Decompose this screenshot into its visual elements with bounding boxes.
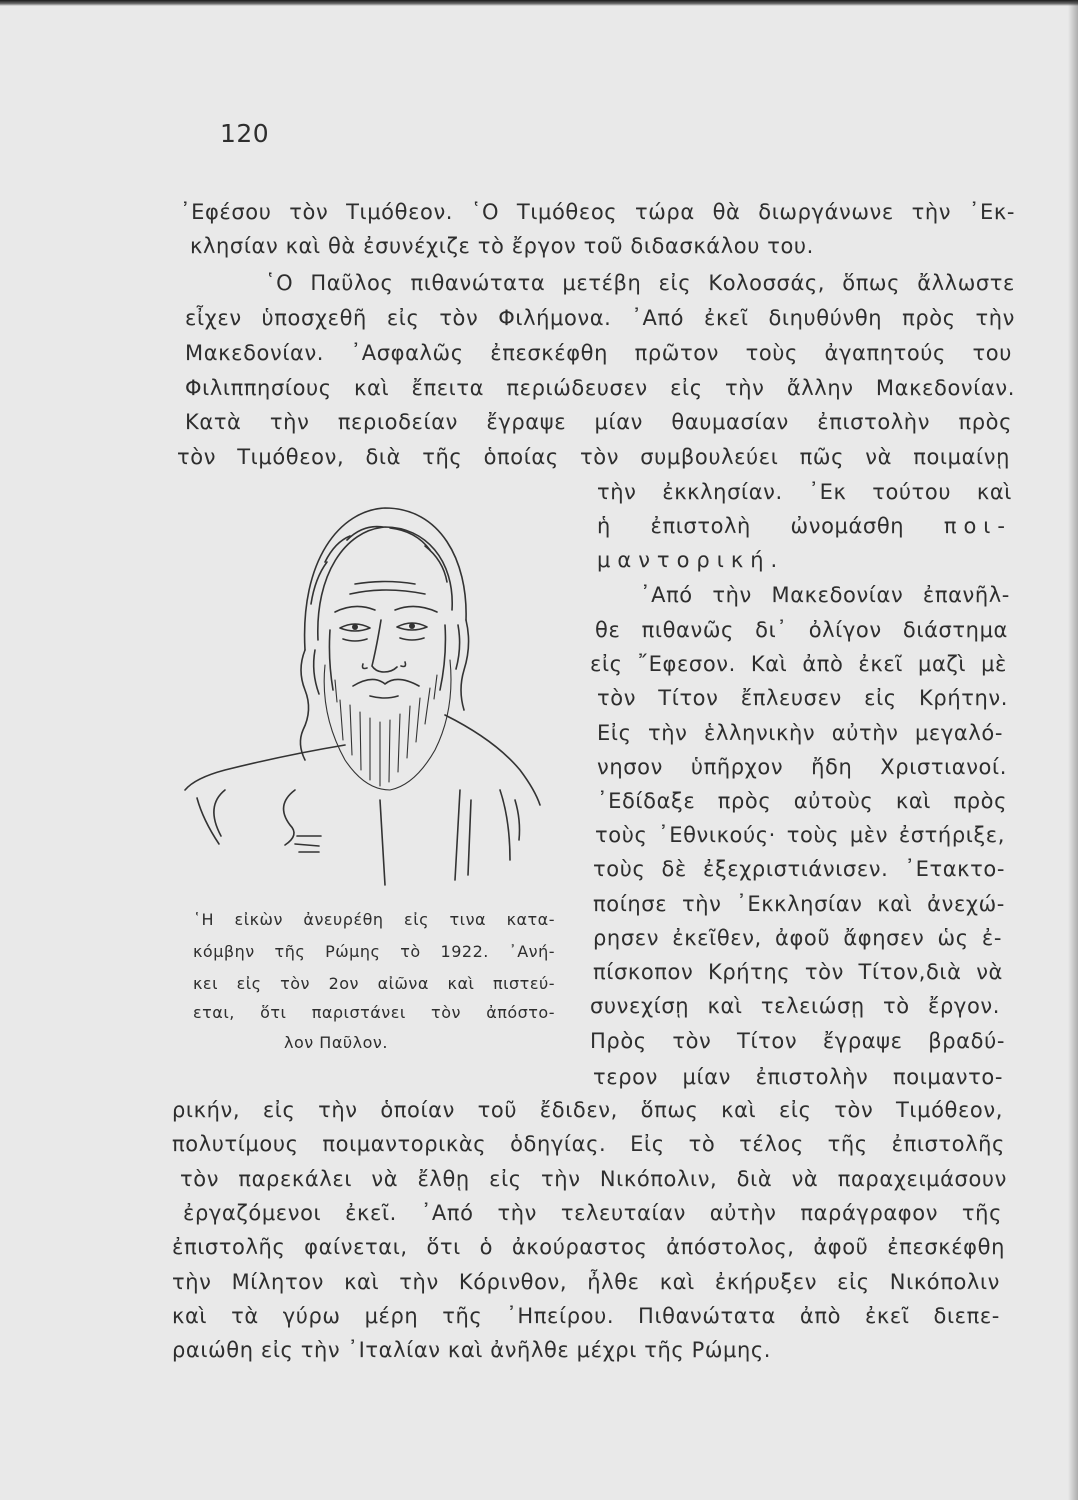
text-line: Φιλιππησίους καὶ ἔπειτα περιώδευσεν εἰς τὴν ἄλλην Μακεδονίαν. (185, 376, 1015, 400)
text-line: ρησεν ἐκεῖθεν, ἀφοῦ ἄφησεν ὡς ἐ- (593, 926, 1002, 950)
text-line: Πρὸς τὸν Τίτον ἔγραψε βραδύ- (590, 1029, 1005, 1053)
text-line: ἐπιστολῆς φαίνεται, ὅτι ὁ ἀκούραστος ἀπόστολος, ἀφοῦ ἐπεσκέφθη (172, 1235, 1005, 1259)
text-line: Κατὰ τὴν περιοδείαν ἔγραψε μίαν θαυμασίαν ἐπιστολὴν πρὸς (185, 410, 1012, 434)
text-line: Μακεδονίαν. ᾿Ασφαλῶς ἐπεσκέφθη πρῶτον τοὺς ἀγαπητούς του (185, 341, 1012, 365)
figure-caption-line: ῾Η εἰκὼν ἀνευρέθη εἰς τινα κατα- (193, 910, 555, 929)
hair-strokes (300, 508, 468, 760)
text-line: ἐργαζόμενοι ἐκεῖ. ᾿Από τὴν τελευταίαν αὐτὴν παράγραφον τῆς (183, 1201, 1002, 1225)
text-line: ποίησε τὴν ᾿Εκκλησίαν καὶ ἀνεχώ- (593, 892, 1005, 916)
text-line: Εἰς τὴν ἑλληνικὴν αὐτὴν μεγαλό- (597, 721, 1003, 745)
text-line-emphasis: ποι- (943, 514, 1012, 538)
figure-caption-line: κει εἰς τὸν 2ον αἰῶνα καὶ πιστεύ- (193, 974, 555, 993)
text-line: ᾿Από τὴν Μακεδονίαν ἐπανῆλ- (640, 583, 1010, 607)
text-line: πολυτίμους ποιμαντορικὰς ὁδηγίας. Εἰς τὸ τέλος τῆς ἐπιστολῆς (172, 1132, 1005, 1156)
text-line: τὴν Μίλητον καὶ τὴν Κόρινθον, ἦλθε καὶ ἐκήρυξεν εἰς Νικόπολιν (172, 1270, 1000, 1294)
beard-strokes (324, 660, 451, 790)
text-line: εἶχεν ὑποσχεθῆ εἰς τὸν Φιλήμονα. ᾿Από ἐκεῖ διηυθύνθη πρὸς τὴν (185, 306, 1015, 330)
garment-strokes (185, 715, 540, 885)
text-line: καὶ τὰ γύρω μέρη τῆς ᾿Ηπείρου. Πιθανώτατα ἀπὸ ἐκεῖ διεπε- (172, 1304, 1000, 1328)
scan-right-edge-shadow (1068, 0, 1078, 1500)
text-line: τὸν παρεκάλει νὰ ἔλθῃ εἰς τὴν Νικόπολιν, διὰ νὰ παραχειμάσουν (180, 1167, 1007, 1191)
text-line: ᾿Εδίδαξε πρὸς αὐτοὺς καὶ πρὸς (597, 789, 1007, 813)
text-line: τὸν Τιμόθεον, διὰ τῆς ὁποίας τὸν συμβουλεύει πῶς νὰ ποιμαίνῃ (177, 445, 1010, 469)
text-line (597, 511, 1012, 541)
text-line: νησον ὑπῆρχον ἤδη Χριστιανοί. (597, 755, 1007, 779)
text-line: ῾Ο Παῦλος πιθανώτατα μετέβη εἰς Κολοσσάς, ὅπως ἄλλωστε (265, 271, 1015, 295)
text-line: θε πιθανῶς δι᾿ ὀλίγον διάστημα (595, 618, 1008, 642)
text-line: συνεχίσῃ καὶ τελειώσῃ τὸ ἔργον. (590, 994, 1000, 1018)
text-line: πίσκοπον Κρήτης τὸν Τίτον,διὰ νὰ (593, 960, 1003, 984)
text-line: τὸν Τίτον ἔπλευσεν εἰς Κρήτην. (597, 686, 1008, 710)
text-line-main: ἡ ἐπιστολὴ ὠνομάσθη (597, 514, 905, 538)
text-line: τερον μίαν ἐπιστολὴν ποιμαντο- (593, 1065, 1003, 1089)
text-line: τοὺς δὲ ἐξεχριστιάνισεν. ᾿Ετακτο- (593, 857, 1005, 881)
text-line: ρικήν, εἰς τὴν ὁποίαν τοῦ ἔδιδεν, ὅπως καὶ εἰς τὸν Τιμόθεον, (172, 1098, 1003, 1122)
text-line: τοὺς ᾿Εθνικούς· τοὺς μὲν ἐστήριξε, (595, 823, 1005, 847)
figure-caption-line: κόμβην τῆς Ρώμης τὸ 1922. ᾿Ανή- (193, 942, 555, 961)
text-line-emphasis: μαντορική. (597, 548, 785, 572)
scan-top-edge (0, 0, 1078, 6)
face-strokes (329, 582, 445, 699)
portrait-illustration (175, 500, 545, 895)
text-line: εἰς ῎Εφεσον. Καὶ ἀπὸ ἐκεῖ μαζὶ μὲ (590, 652, 1007, 676)
page-number: 120 (220, 119, 270, 148)
figure-caption-line: εται, ὅτι παριστάνει τὸν ἀπόστο- (193, 1003, 555, 1022)
text-line: κλησίαν καὶ θὰ ἐσυνέχιζε τὸ ἔργον τοῦ διδασκάλου του. (190, 234, 814, 258)
text-line: ραιώθη εἰς τὴν ᾿Ιταλίαν καὶ ἀνῆλθε μέχρι τῆς Ρώμης. (172, 1338, 772, 1362)
text-line: ᾿Εφέσου τὸν Τιμόθεον. ῾Ο Τιμόθεος τώρα θὰ διωργάνωνε τὴν ᾿Εκ- (180, 200, 1015, 224)
figure-caption-line: λον Παῦλον. (284, 1033, 388, 1052)
text-line: τὴν ἐκκλησίαν. ᾿Εκ τούτου καὶ (597, 480, 1012, 504)
